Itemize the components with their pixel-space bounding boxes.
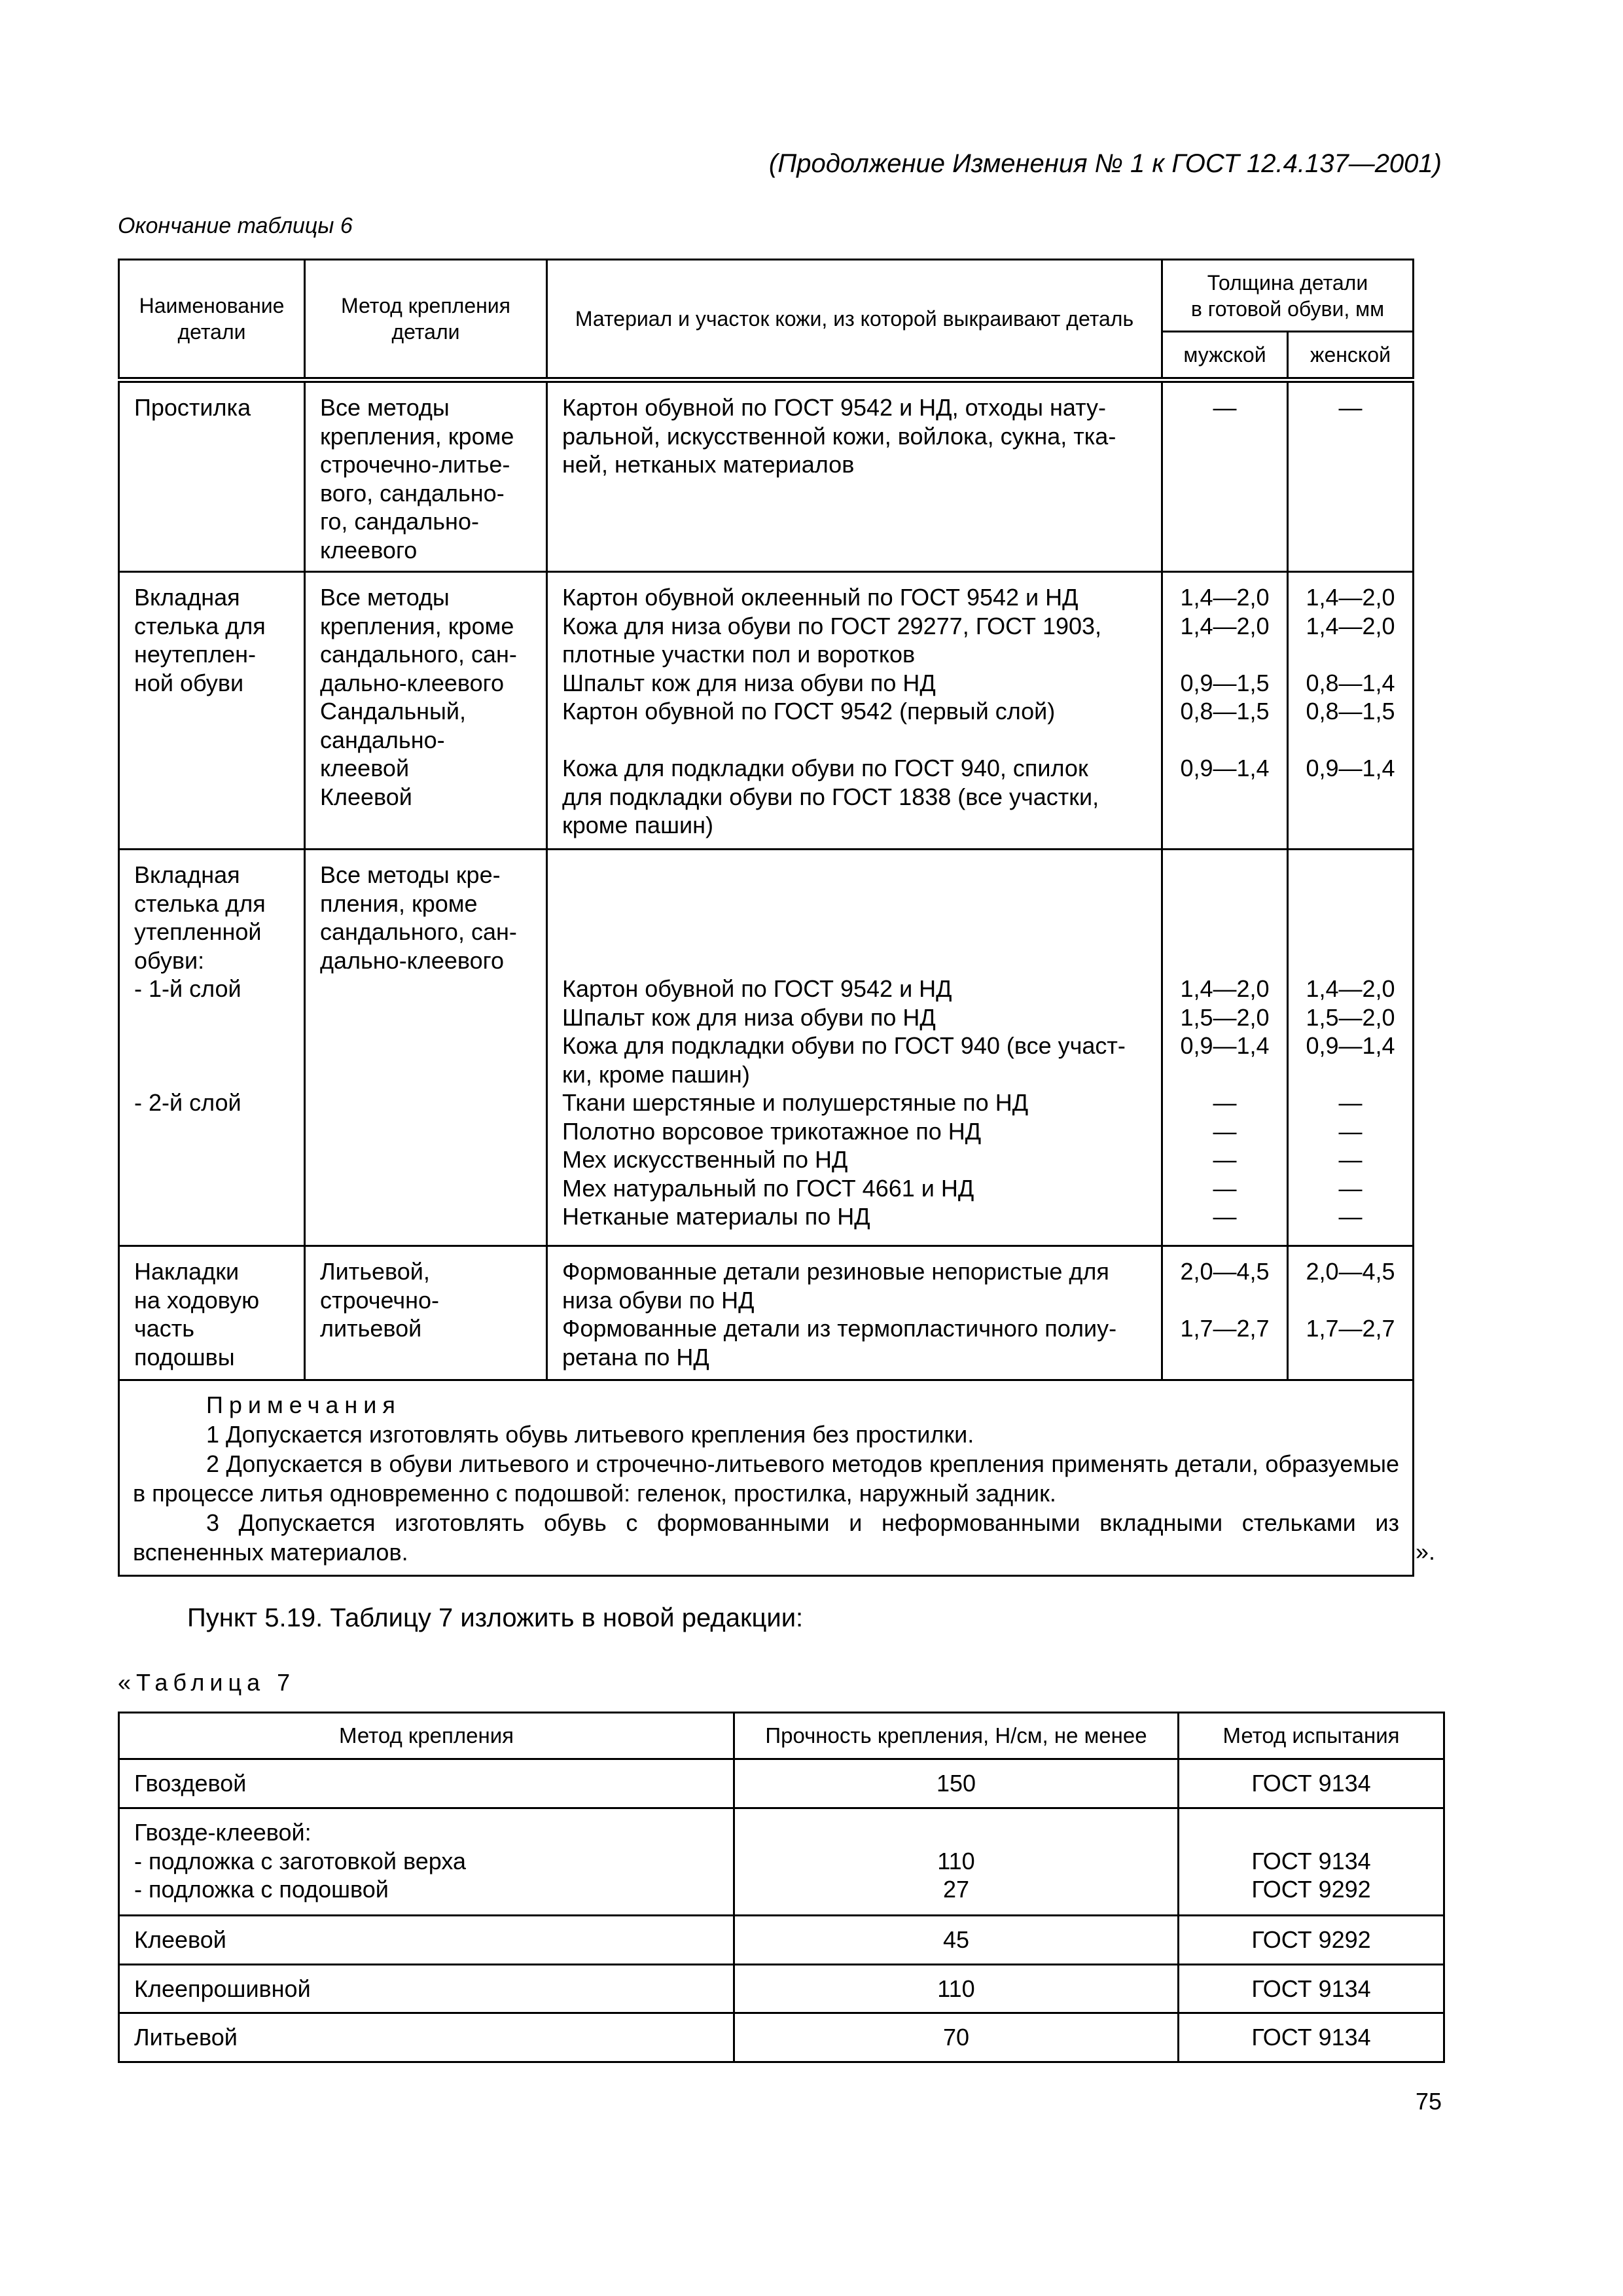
header-male: мужской xyxy=(1162,332,1288,380)
table-row xyxy=(119,380,1414,572)
table-7 xyxy=(118,1712,1445,2063)
table-row xyxy=(119,1246,1414,1380)
table-6 xyxy=(118,259,1414,1577)
cell-name: Простилка xyxy=(119,380,305,572)
cell-test: ГОСТ 9292 xyxy=(1179,1916,1444,1965)
table-row xyxy=(119,1916,1444,1965)
cell-strength: 110 27 xyxy=(734,1808,1179,1916)
table-row xyxy=(119,1808,1444,1916)
cell-method: Гвоздевой xyxy=(119,1759,734,1808)
cell-male: — xyxy=(1162,380,1288,572)
cell-material: Картон обувной по ГОСТ 9542 и НД Шпальт кож для низа обуви по НД Кожа для подкладки обуви по ГОСТ 940 (все участ- ки, кроме пашин) Ткани шерстяные и полушерстяные по НД Полотно ворсовое трикотажное по НД Мех искусственный по НД Мех натуральный по ГОСТ 4661 и НД Нетканые материалы по НД xyxy=(547,850,1162,1246)
cell-name: Накладки на ходовую часть подошвы xyxy=(119,1246,305,1380)
cell-female: — xyxy=(1288,380,1414,572)
cell-test: ГОСТ 9134 xyxy=(1179,1965,1444,2013)
notes-cell xyxy=(119,1380,1414,1576)
running-header: (Продолжение Изменения № 1 к ГОСТ 12.4.137—2001) xyxy=(768,149,1442,178)
table-row xyxy=(119,2013,1444,2062)
cell-method: Гвозде-клеевой: - подложка с заготовкой верха - подложка с подошвой xyxy=(119,1808,734,1916)
header-method: Метод крепления xyxy=(119,1713,734,1759)
notes-title: Примечания xyxy=(206,1391,401,1418)
table-row xyxy=(119,1965,1444,2013)
cell-method: Литьевой, строчечно- литьевой xyxy=(305,1246,547,1380)
cell-female: 1,4—2,0 1,4—2,0 0,8—1,4 0,8—1,5 0,9—1,4 xyxy=(1288,572,1414,850)
table-continuation-label: Окончание таблицы 6 xyxy=(118,213,353,238)
cell-material: Картон обувной по ГОСТ 9542 и НД, отходы нату- ральной, искусственной кожи, войлока, сукна, тка- ней, нетканых материалов xyxy=(547,380,1162,572)
table-row xyxy=(119,1759,1444,1808)
cell-strength: 150 xyxy=(734,1759,1179,1808)
cell-material: Формованные детали резиновые непористые для низа обуви по НД Формованные детали из термопластичного полиу- ретана по НД xyxy=(547,1246,1162,1380)
cell-test: ГОСТ 9134 xyxy=(1179,1759,1444,1808)
cell-strength: 110 xyxy=(734,1965,1179,2013)
table-row xyxy=(119,850,1414,1246)
instruction-text: Пункт 5.19. Таблицу 7 изложить в новой редакции: xyxy=(187,1604,804,1632)
header-female: женской xyxy=(1288,332,1414,380)
cell-method: Литьевой xyxy=(119,2013,734,2062)
cell-name: Вкладная стелька для неутеплен- ной обуви xyxy=(119,572,305,850)
note-item: 2 Допускается в обуви литьевого и строчечно-литьевого методов крепления применять детали, образуемые в процессе литья одновременно с подошвой: геленок, простилка, наружный задник. xyxy=(133,1450,1400,1507)
notes-row xyxy=(119,1380,1414,1576)
cell-name: Вкладная стелька для утепленной обуви: - 1-й слой - 2-й слой xyxy=(119,850,305,1246)
header-material: Материал и участок кожи, из которой выкраивают деталь xyxy=(547,260,1162,380)
note-item: 3 Допускается изготовлять обувь с формованными и неформованными вкладными стельками из вспененных материалов. xyxy=(133,1509,1400,1566)
cell-method: Клеепрошивной xyxy=(119,1965,734,2013)
note-item: 1 Допускается изготовлять обувь литьевого крепления без простилки. xyxy=(206,1421,974,1448)
table-7-caption: «Таблица 7 xyxy=(118,1669,296,1696)
cell-test: ГОСТ 9134 xyxy=(1179,2013,1444,2062)
table-row xyxy=(119,572,1414,850)
cell-method: Все методы крепления, кроме сандального, сан- дально-клеевого Сандальный, сандально- клеевой Клеевой xyxy=(305,572,547,850)
cell-method: Все методы крепления, кроме строчечно-литье- вого, сандально- го, сандально- клеевого xyxy=(305,380,547,572)
closing-quote: ». xyxy=(1416,1538,1436,1565)
cell-method: Все методы кре- пления, кроме сандального, сан- дально-клеевого xyxy=(305,850,547,1246)
cell-female: 2,0—4,5 1,7—2,7 xyxy=(1288,1246,1414,1380)
cell-strength: 45 xyxy=(734,1916,1179,1965)
cell-male: 1,4—2,0 1,4—2,0 0,9—1,5 0,8—1,5 0,9—1,4 xyxy=(1162,572,1288,850)
header-thickness: Толщина детали в готовой обуви, мм xyxy=(1162,260,1414,332)
cell-material: Картон обувной оклеенный по ГОСТ 9542 и НД Кожа для низа обуви по ГОСТ 29277, ГОСТ 1903, плотные участки пол и воротков Шпальт кож для низа обуви по НД Картон обувной по ГОСТ 9542 (первый слой) Кожа для подкладки обуви по ГОСТ 940, спилок для подкладки обуви по ГОСТ 1838 (все участки, кроме пашин) xyxy=(547,572,1162,850)
page-number: 75 xyxy=(1415,2088,1442,2115)
cell-male: 1,4—2,0 1,5—2,0 0,9—1,4 — — — — — xyxy=(1162,850,1288,1246)
cell-test: ГОСТ 9134 ГОСТ 9292 xyxy=(1179,1808,1444,1916)
cell-method: Клеевой xyxy=(119,1916,734,1965)
header-method: Метод крепления детали xyxy=(305,260,547,380)
header-name: Наименование детали xyxy=(119,260,305,380)
cell-female: 1,4—2,0 1,5—2,0 0,9—1,4 — — — — — xyxy=(1288,850,1414,1246)
header-strength: Прочность крепления, Н/см, не менее xyxy=(734,1713,1179,1759)
cell-strength: 70 xyxy=(734,2013,1179,2062)
cell-male: 2,0—4,5 1,7—2,7 xyxy=(1162,1246,1288,1380)
header-test: Метод испытания xyxy=(1179,1713,1444,1759)
